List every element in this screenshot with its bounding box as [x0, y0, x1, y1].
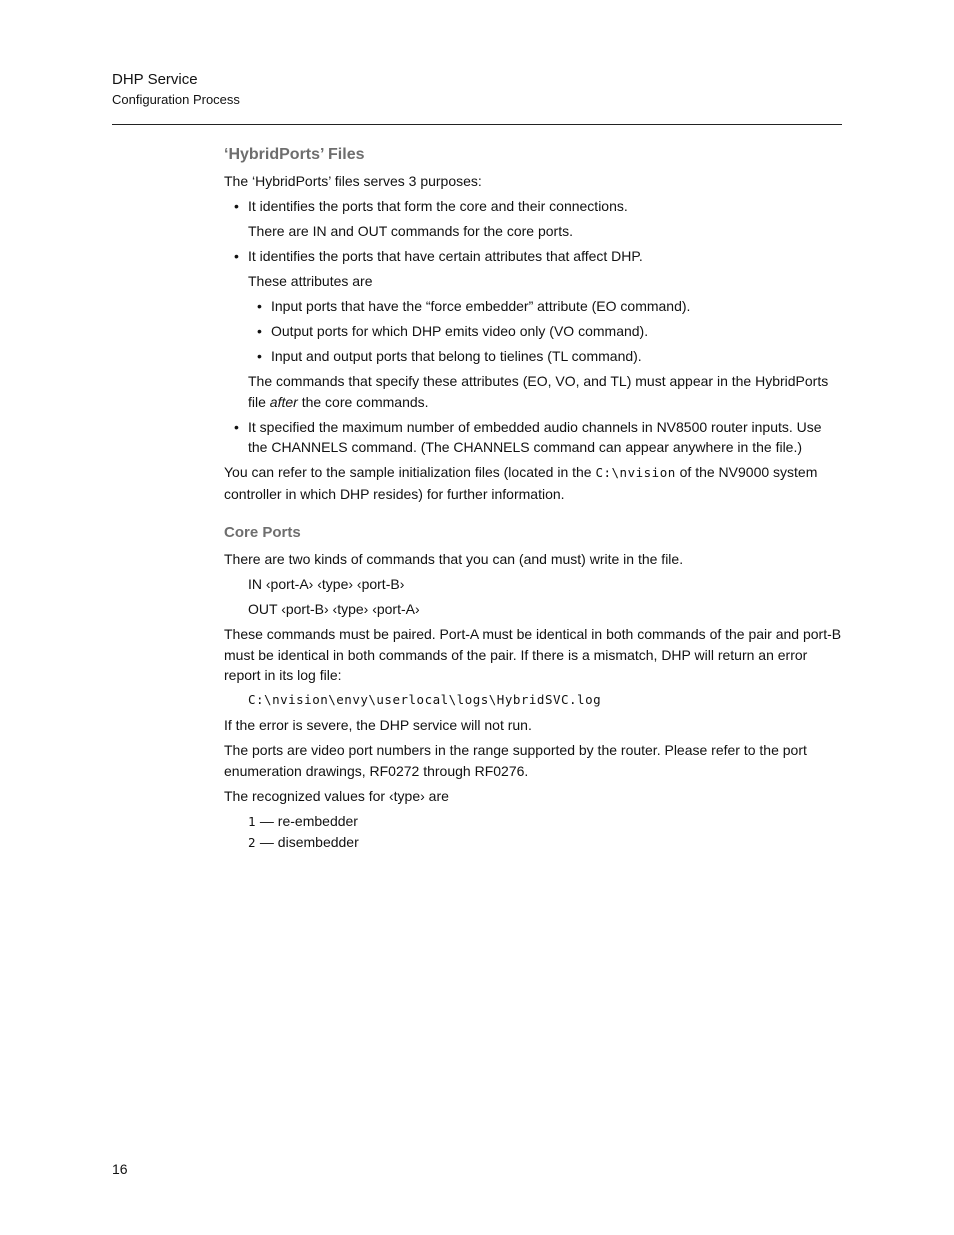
bullet-core-ports-note: There are IN and OUT commands for the core ports.	[248, 223, 573, 239]
page-content	[224, 144, 842, 854]
log-file-path: C:\nvision\envy\userlocal\logs\HybridSVC.log	[248, 692, 602, 707]
section-heading-hybridports: ‘HybridPorts’ Files	[224, 146, 365, 163]
command-out: OUT ‹port-B› ‹type› ‹port-A›	[248, 601, 420, 617]
header-subtitle: Configuration Process	[112, 92, 240, 107]
header-rule	[112, 124, 842, 125]
type-value-code: 1	[248, 813, 257, 829]
bullet-core-ports: • It identifies the ports that form the core and their connections.	[248, 196, 842, 217]
severe-error-note: If the error is severe, the DHP service will not run.	[224, 717, 532, 733]
sample-files-text-1: You can refer to the sample initialization files (located in the	[224, 464, 596, 480]
sample-files-path: C:\nvision	[595, 465, 676, 480]
ports-description: The ports are video port numbers in the range supported by the router. Please refer to the port enumeration drawings, RF0272 through RF0276.	[224, 742, 807, 779]
hybridports-intro: The ‘HybridPorts’ files serves 3 purposes:	[224, 173, 482, 189]
type-value-item	[248, 832, 842, 854]
type-value-item	[248, 811, 842, 833]
core-ports-intro: There are two kinds of commands that you can (and must) write in the file.	[224, 551, 684, 567]
page-number: 16	[112, 1161, 128, 1177]
command-in: IN ‹port-A› ‹type› ‹port-B›	[248, 576, 405, 592]
type-values-intro: The recognized values for ‹type› are	[224, 787, 449, 804]
type-value-label: — disembedder	[256, 834, 359, 850]
command-order-text-1: The commands that specify these attributes (EO, VO, and TL) must appear in the HybridPorts file	[248, 373, 829, 410]
bullet-attributes: • It identifies the ports that have certain attributes that affect DHP.	[248, 246, 842, 267]
command-order-emphasis: after	[269, 393, 298, 410]
command-order-note	[248, 371, 842, 412]
bullet-attributes-note: These attributes are	[248, 273, 373, 289]
bullet-channels: • It specified the maximum number of embedded audio channels in NV8500 router inputs. Use the CHANNELS command. (The CHANNELS command can appear anywhere in the file.)	[248, 417, 842, 458]
sample-files-note	[224, 462, 842, 504]
type-value-label: — re-embedder	[256, 812, 358, 829]
sub-bullet-tl: • Input and output ports that belong to tielines (TL command).	[271, 346, 842, 367]
sub-bullet-vo: • Output ports for which DHP emits video only (VO command).	[271, 321, 842, 342]
type-value-code: 2	[248, 835, 257, 850]
header-title: DHP Service	[112, 71, 198, 88]
command-order-text-2: the core commands.	[297, 393, 429, 410]
section-heading-core-ports: Core Ports	[224, 524, 301, 541]
pairing-note: These commands must be paired. Port-A must be identical in both commands of the pair and port-B must be identical in both commands of the pair. If there is a mismatch, DHP will return an error report in its log file:	[224, 626, 842, 683]
running-header	[112, 69, 240, 109]
sample-files-text-2: of the NV9000 system controller in which DHP resides) for further information.	[224, 464, 818, 502]
sub-bullet-eo: • Input ports that have the “force embedder” attribute (EO command).	[271, 296, 842, 317]
